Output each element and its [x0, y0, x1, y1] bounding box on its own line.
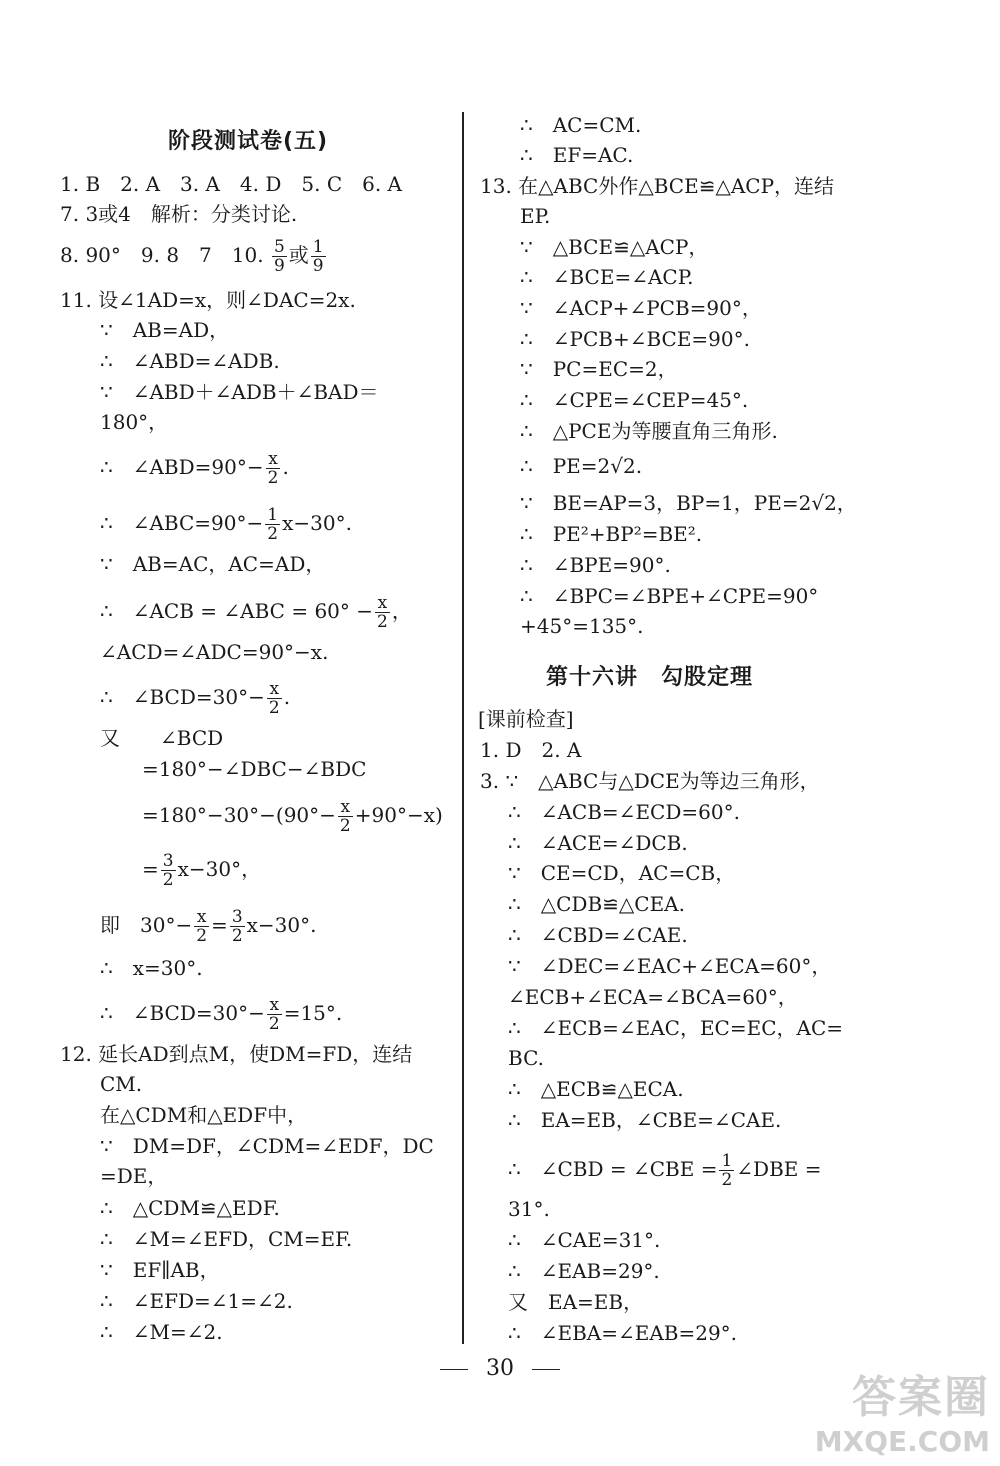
right-line: 13. 在△ABC外作△BCE≌△ACP，连结 — [480, 174, 835, 198]
right-line: ∴ ∠ACE=∠DCB. — [508, 831, 688, 855]
step-bcd-result: = $\frac{3}{2}$ x−30°， — [142, 851, 262, 890]
step-ji: 即 30°− $\frac{x}{2}$ = $\frac{3}{2}$ x−30°. — [100, 907, 317, 946]
right-line: ∵ △BCE≌△ACP， — [520, 235, 709, 259]
right-line: ∴ △PCE为等腰直角三角形. — [520, 419, 778, 443]
right-line: ∴ PE²+BP²=BE². — [520, 522, 703, 546]
fraction-3-2: $\frac{3}{2}$ — [231, 907, 243, 946]
left-line: 在△CDM和△EDF中， — [100, 1103, 308, 1127]
left-line: ∴ ∠EFD=∠1=∠2. — [100, 1289, 293, 1313]
lecture-title: 第十六讲 勾股定理 — [546, 665, 754, 690]
left-line: 7. 3或4 解析：分类讨论. — [60, 202, 298, 226]
section-label: [课前检查] — [478, 707, 574, 731]
left-line: 1. B 2. A 3. A 4. D 5. C 6. A — [60, 172, 403, 196]
left-line: ∵ ∠ABD＋∠ADB＋∠BAD＝ — [100, 380, 379, 404]
right-line: ∴ ∠PCB+∠BCE=90°. — [520, 327, 750, 351]
answer-line-8: 8. 90° 9. 8 7 10. $\frac{5}{9}$ 或 $\frac{1}{9}$ — [60, 237, 324, 276]
step-abd: ∴ ∠ABD=90°− $\frac{x}{2}$ . — [100, 449, 289, 488]
right-line: ∴ ∠ACB=∠ECD=60°. — [508, 800, 740, 824]
right-line: ∴ ∠CPE=∠CEP=45°. — [520, 388, 749, 412]
step-bcd-expand: =180°−30°−(90°− $\frac{x}{2}$ +90°−x) — [142, 797, 443, 836]
step-bcd-final: ∴ ∠BCD=30°− $\frac{x}{2}$ =15°. — [100, 995, 343, 1034]
right-line: ∴ EF=AC. — [520, 143, 634, 167]
left-line: =180°−∠DBC−∠BDC — [142, 757, 367, 781]
right-line: 31°. — [508, 1197, 550, 1221]
left-line: ∴ ∠M=∠EFD，CM=EF. — [100, 1227, 353, 1251]
left-line: 11. 设∠1AD=x，则∠DAC=2x. — [60, 288, 356, 312]
left-line: ∵ AB=AC，AC=AD， — [100, 552, 326, 576]
fraction-1-2: $\frac{1}{2}$ — [721, 1151, 733, 1190]
right-line: ∵ ∠ACP+∠PCB=90°， — [520, 296, 762, 320]
right-line: ∴ △ECB≌△ECA. — [508, 1077, 684, 1101]
right-line: ∵ PC=EC=2， — [520, 357, 678, 381]
right-line: ∴ AC=CM. — [520, 113, 642, 137]
right-line: ∴ △CDB≌△CEA. — [508, 892, 685, 916]
fraction-x-2: $\frac{x}{2}$ — [268, 995, 280, 1034]
left-line: ∵ DM=DF，∠CDM=∠EDF，DC — [100, 1134, 434, 1158]
left-line: ∴ ∠M=∠2. — [100, 1320, 223, 1344]
right-line: +45°=135°. — [520, 614, 644, 638]
left-line: =DE， — [100, 1164, 168, 1188]
left-section-title: 阶段测试卷(五) — [168, 129, 329, 154]
right-line: ∴ PE=2√2. — [520, 454, 643, 478]
text: 8. 90° 9. 8 7 10. — [60, 243, 264, 267]
left-line: ∵ EF∥AB， — [100, 1258, 220, 1282]
fraction-1-9: $\frac{1}{9}$ — [312, 237, 324, 276]
right-line: ∵ CE=CD，AC=CB， — [508, 861, 736, 885]
left-line: ∵ AB=AD， — [100, 318, 230, 342]
fraction-x-2: $\frac{x}{2}$ — [339, 797, 351, 836]
right-line: ∴ ∠ECB=∠EAC，EC=EC，AC= — [508, 1016, 844, 1040]
column-divider — [462, 112, 464, 1344]
fraction-x-2: $\frac{x}{2}$ — [377, 593, 388, 632]
right-line: 1. D 2. A — [480, 738, 582, 762]
right-line: EP. — [520, 204, 551, 228]
right-line: ∴ ∠BPE=90°. — [520, 553, 671, 577]
right-line: BC. — [508, 1046, 545, 1070]
fraction-x-2: $\frac{x}{2}$ — [196, 907, 208, 946]
right-line: ∴ ∠EBA=∠EAB=29°. — [508, 1321, 738, 1345]
left-line: CM. — [100, 1072, 143, 1096]
step-bcd: ∴ ∠BCD=30°− $\frac{x}{2}$ . — [100, 679, 291, 718]
fraction-3-2: $\frac{3}{2}$ — [162, 851, 174, 890]
right-line: ∴ ∠BCE=∠ACP. — [520, 265, 694, 289]
right-line: ∴ ∠BPC=∠BPE+∠CPE=90° — [520, 584, 819, 608]
step-abc: ∴ ∠ABC=90°− $\frac{1}{2}$ x−30°. — [100, 505, 352, 544]
right-line: ∴ EA=EB，∠CBE=∠CAE. — [508, 1108, 782, 1132]
left-line: ∠ACD=∠ADC=90°−x. — [100, 640, 329, 664]
right-line: ∴ ∠EAB=29°. — [508, 1259, 660, 1283]
fraction-1-2: $\frac{1}{2}$ — [267, 505, 279, 544]
right-line: ∵ BE=AP=3，BP=1，PE=2√2， — [520, 491, 857, 515]
step-cbd: ∴ ∠CBD = ∠CBE = $\frac{1}{2}$ ∠DBE = — [508, 1151, 822, 1190]
right-line: ∴ ∠CAE=31°. — [508, 1228, 661, 1252]
fraction-x-2: $\frac{x}{2}$ — [267, 449, 279, 488]
left-line: 又 ∠BCD — [100, 726, 224, 750]
fraction-x-2: $\frac{x}{2}$ — [268, 679, 280, 718]
left-line: ∴ x=30°. — [100, 956, 203, 980]
left-line: ∴ △CDM≌△EDF. — [100, 1196, 280, 1220]
right-line: 又 EA=EB， — [508, 1290, 644, 1314]
fraction-5-9: $\frac{5}{9}$ — [273, 237, 285, 276]
watermark-logo: 答案圈 MXQE.COM — [814, 1372, 990, 1458]
left-line: 12. 延长AD到点M，使DM=FD，连结 — [60, 1042, 413, 1066]
page-number: 30 — [0, 1356, 1000, 1381]
right-line: ∴ ∠CBD=∠CAE. — [508, 923, 688, 947]
step-acb: ∴ ∠ACB = ∠ABC = 60° − $\frac{x}{2}$ ， — [100, 593, 412, 632]
right-line: ∵ ∠DEC=∠EAC+∠ECA=60°， — [508, 954, 832, 978]
left-line: ∴ ∠ABD=∠ADB. — [100, 349, 280, 373]
left-line: 180°， — [100, 410, 169, 434]
right-line: ∠ECB+∠ECA=∠BCA=60°， — [508, 985, 798, 1009]
right-line: 3. ∵ △ABC与△DCE为等边三角形， — [480, 769, 820, 793]
